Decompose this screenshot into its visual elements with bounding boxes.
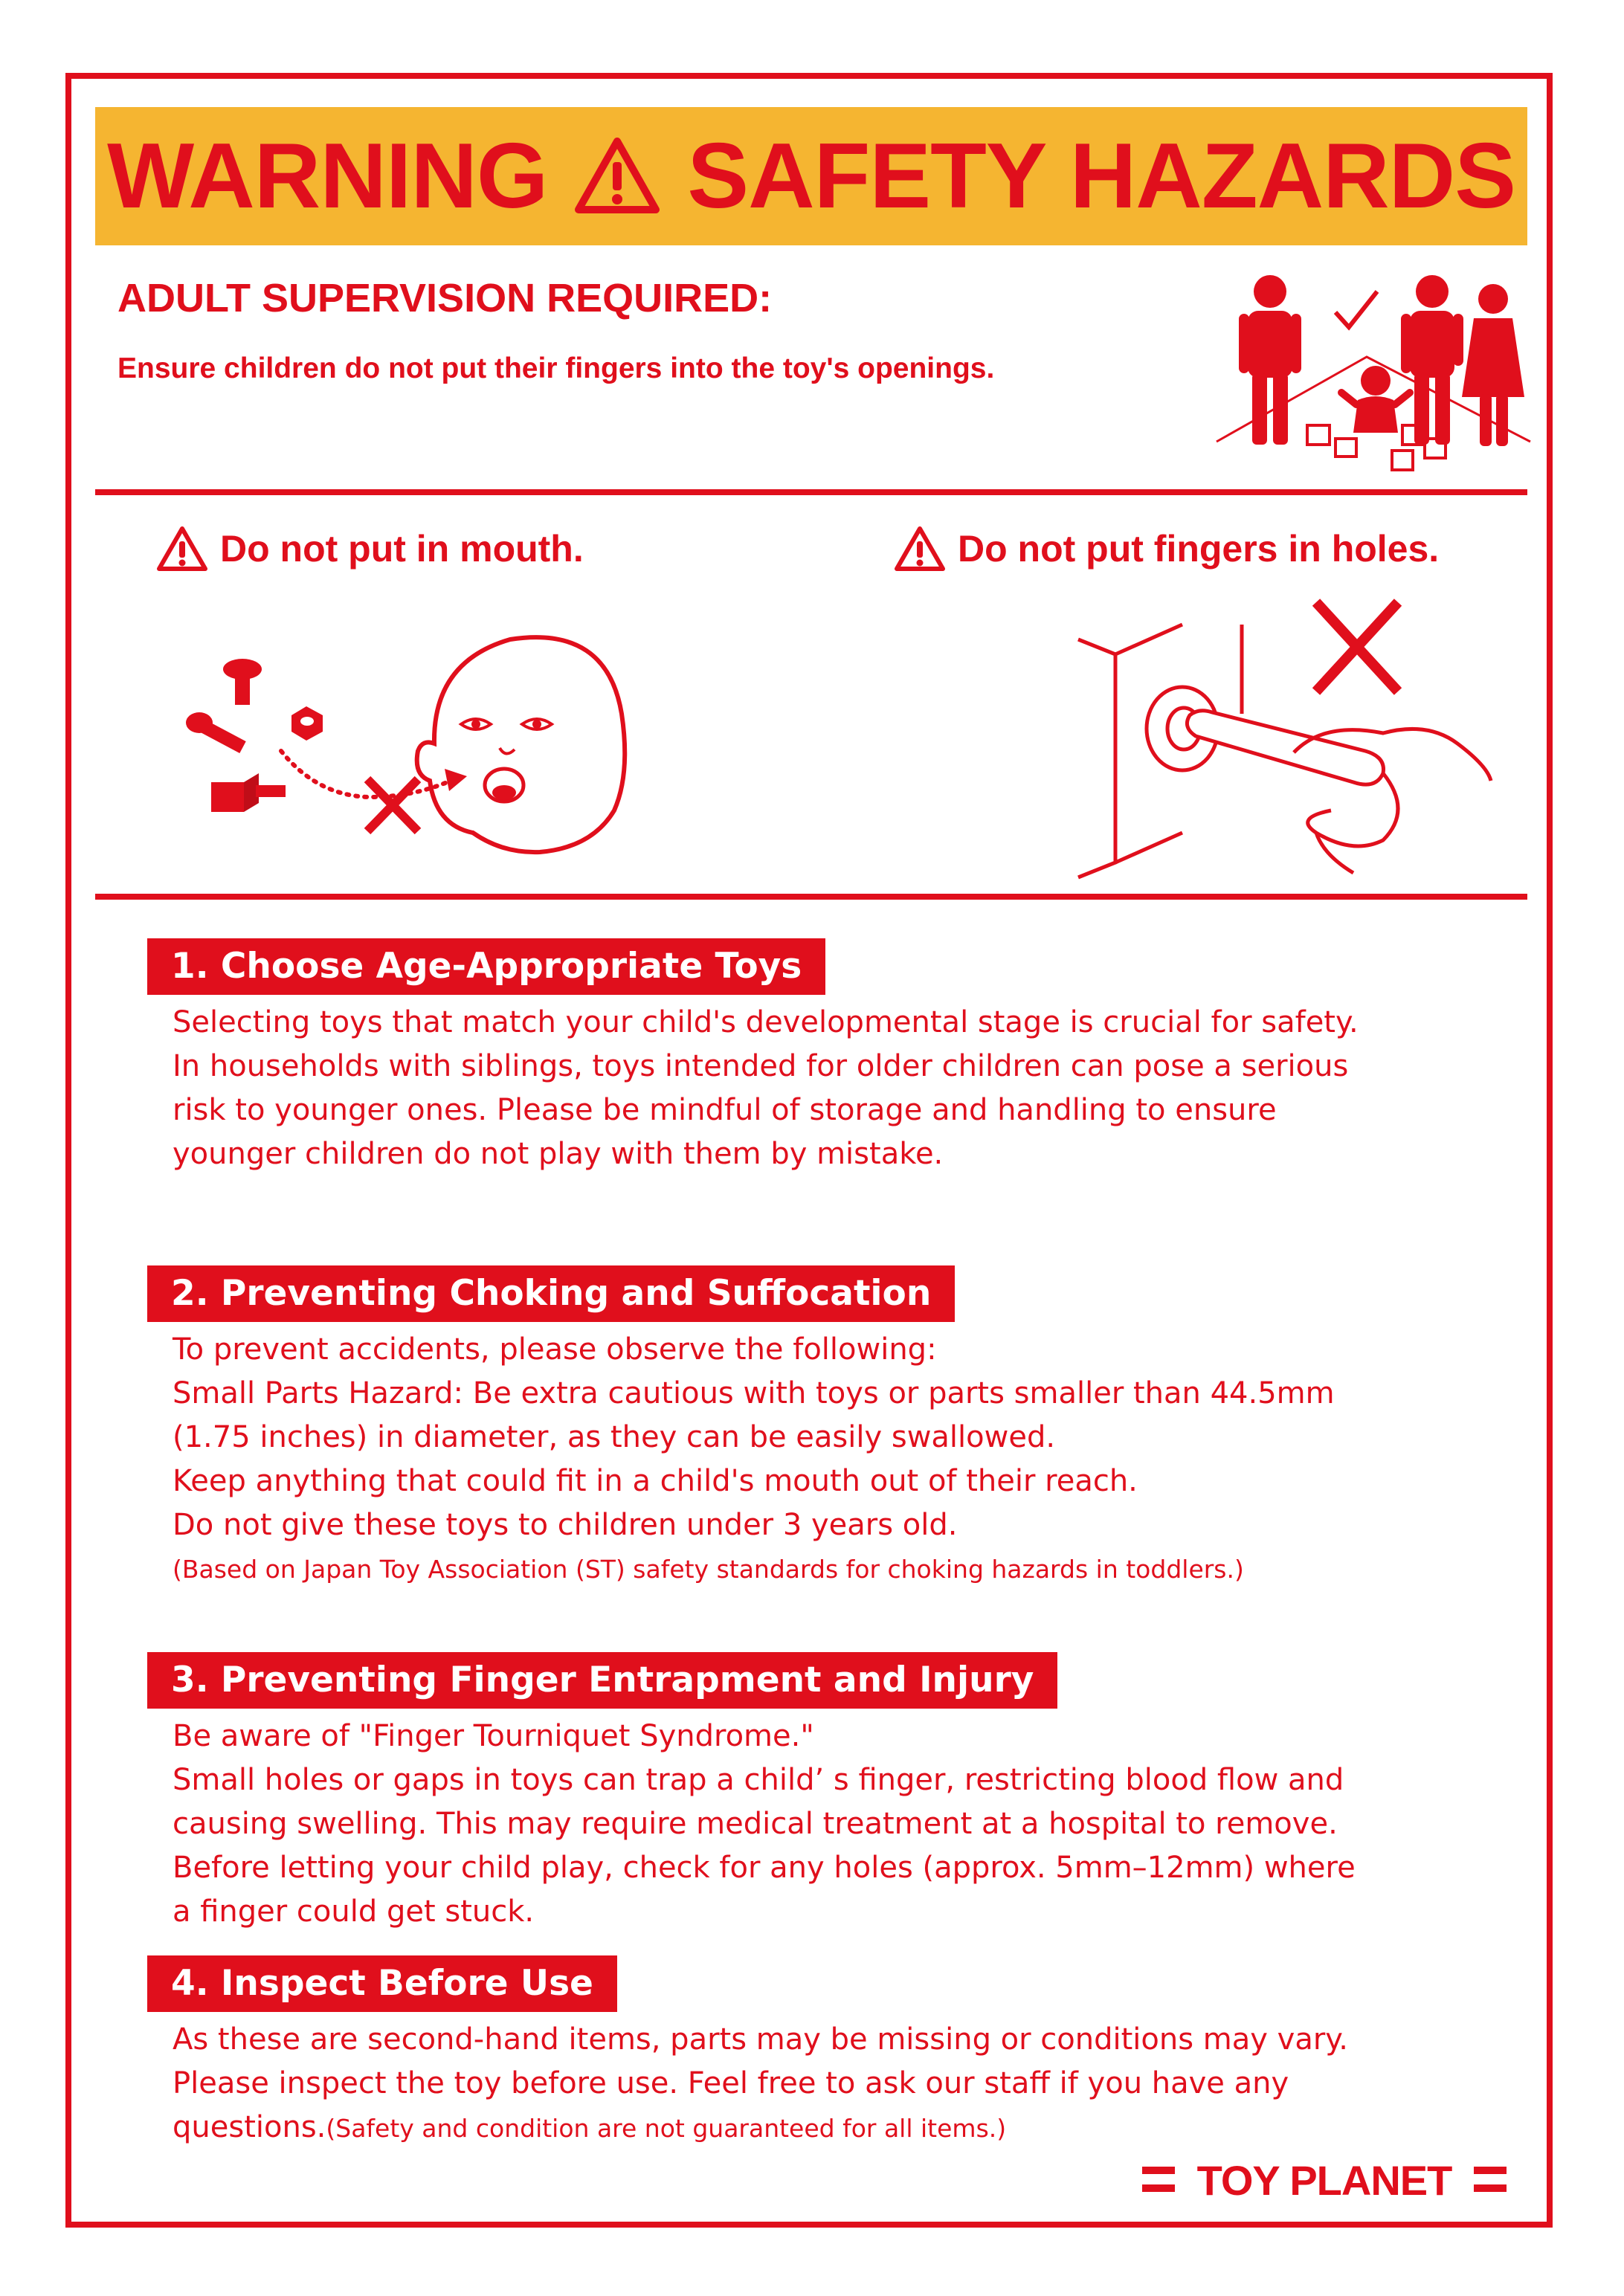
section-1-line: risk to younger ones. Please be mindful of storage and handling to ensure <box>173 1093 1277 1127</box>
section-1-body <box>173 1001 1392 1176</box>
section-2-line: Do not give these toys to children under 3 years old. <box>173 1508 958 1542</box>
supervision-text: Ensure children do not put their fingers into the toy's openings. <box>117 352 995 384</box>
section-2-heading: 2. Preventing Choking and Suffocation <box>147 1265 955 1322</box>
finger-in-hole-icon <box>1071 587 1495 885</box>
section-4-line: As these are second-hand items, parts may be missing or conditions may vary. <box>173 2022 1348 2057</box>
hazard-mouth-heading <box>156 525 584 573</box>
section-4-heading: 4. Inspect Before Use <box>147 1955 617 2012</box>
section-4-line: Please inspect the toy before use. Feel free to ask our staff if you have any <box>173 2066 1289 2100</box>
section-2-body <box>173 1328 1392 1591</box>
section-1-line: In households with siblings, toys intended for older children can pose a serious <box>173 1049 1349 1083</box>
section-2-line: Keep anything that could fit in a child's mouth out of their reach. <box>173 1464 1138 1498</box>
warning-triangle-icon <box>894 525 946 573</box>
section-2-line: Small Parts Hazard: Be extra cautious with toys or parts smaller than 44.5mm <box>173 1376 1335 1410</box>
banner-hazards-text: SAFETY HAZARDS <box>687 125 1515 228</box>
logo-text: TOY PLANET <box>1196 2157 1452 2202</box>
section-3-body <box>173 1715 1392 1934</box>
section-2-line: To prevent accidents, please observe the following: <box>173 1332 937 1367</box>
baby-mouth-small-parts-icon <box>175 602 696 877</box>
warning-triangle-icon <box>156 525 208 573</box>
hazard-fingers-heading <box>894 525 1439 573</box>
family-supervision-icon <box>1211 269 1538 485</box>
section-4-note: (Safety and condition are not guaranteed for all items.) <box>326 2114 1007 2143</box>
section-1-line: Selecting toys that match your child's developmental stage is crucial for safety. <box>173 1005 1359 1039</box>
section-4-last-text: questions. <box>173 2110 326 2144</box>
divider-middle <box>95 894 1527 900</box>
section-4-body <box>173 2018 1392 2150</box>
hazard-fingers-label: Do not put fingers in holes. <box>958 528 1440 570</box>
divider-top <box>95 489 1527 495</box>
section-3-line: a finger could get stuck. <box>173 1894 535 1929</box>
section-3-heading: 3. Preventing Finger Entrapment and Injury <box>147 1652 1057 1709</box>
section-2-line: (1.75 inches) in diameter, as they can be easily swallowed. <box>173 1420 1056 1454</box>
hazard-mouth-label: Do not put in mouth. <box>220 528 584 570</box>
supervision-title: ADULT SUPERVISION REQUIRED: <box>117 276 773 320</box>
section-3-line: causing swelling. This may require medical treatment at a hospital to remove. <box>173 1807 1338 1841</box>
section-4-last-line <box>173 2106 1392 2150</box>
section-3-line: Small holes or gaps in toys can trap a child’ s finger, restricting blood flow and <box>173 1763 1344 1797</box>
section-3-line: Before letting your child play, check for any holes (approx. 5mm–12mm) where <box>173 1851 1356 1885</box>
section-3-line: Be aware of "Finger Tourniquet Syndrome." <box>173 1719 814 1753</box>
toy-planet-logo <box>1142 2156 1507 2202</box>
section-1-heading: 1. Choose Age-Appropriate Toys <box>147 938 825 995</box>
warning-triangle-icon <box>573 135 662 217</box>
warning-banner <box>95 107 1527 245</box>
section-1-line: younger children do not play with them by mistake. <box>173 1137 944 1171</box>
banner-warning-text: WARNING <box>107 125 548 228</box>
section-2-note: (Based on Japan Toy Association (ST) safety standards for choking hazards in toddlers.) <box>173 1555 1244 1584</box>
